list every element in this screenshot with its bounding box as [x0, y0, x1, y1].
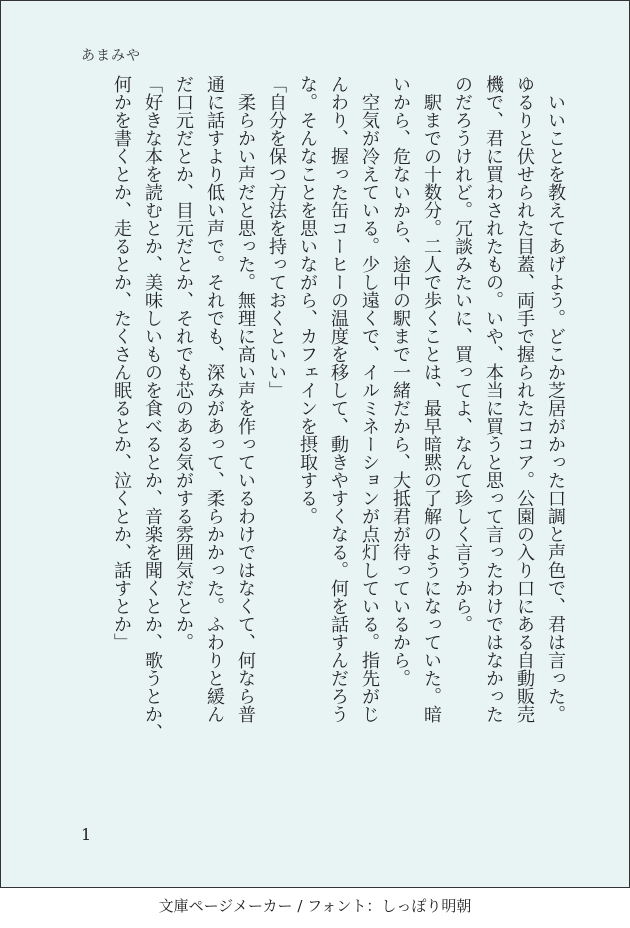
text-line: いから、危ないから、途中の駅まで一緒だから、大抵君が待っているから。	[390, 75, 411, 687]
text-line: 「自分を保つ方法を持っておくといい」	[266, 75, 287, 399]
text-line: ゆるりと伏せられた目蓋、両手で握られたココア。公園の入り口にある自動販売	[514, 75, 535, 723]
vertical-body-text	[106, 75, 571, 845]
text-line: 「好きな本を読むとか、美味しいものを食べるとか、音楽を聞くとか、歌うとか、	[142, 75, 163, 741]
text-line: 空気が冷えている。少し遠くで、イルミネーションが点灯している。指先がじ	[359, 75, 380, 723]
text-line: だ口元だとか、目元だとか、それでも芯のある気がする雰囲気だとか。	[173, 75, 194, 651]
footer-credit: 文庫ページメーカー / フォント：しっぽり明朝	[158, 897, 472, 915]
text-line: 機で、君に買わされたもの。いや、本当に買うと思って言ったわけではなかった	[483, 75, 504, 723]
text-line: 何かを書くとか、走るとか、たくさん眠るとか、泣くとか、話すとか」	[111, 75, 132, 651]
author-name: あまみや	[81, 48, 141, 64]
text-line: な。そんなことを思いながら、カフェインを摂取する。	[297, 75, 318, 525]
text-line: いいことを教えてあげよう。どこか芝居がかった口調と声色で、君は言った。	[545, 75, 566, 723]
text-line: 柔らかい声だと思った。無理に高い声を作っているわけではなくて、何なら普	[235, 75, 256, 723]
text-line: のだろうけれど。冗談みたいに、買ってよ、なんて珍しく言うから。	[452, 75, 473, 633]
text-line: 通に話すより低い声で。それでも、深みがあって、柔らかかった。ふわりと緩ん	[204, 75, 225, 723]
text-line: んわり、握った缶コーヒーの温度を移して、動きやすくなる。何を話すんだろう	[328, 75, 349, 723]
page-number: 1	[81, 825, 92, 844]
text-line: 駅までの十数分。二人で歩くことは、最早暗黙の了解のようになっていた。暗	[421, 75, 442, 723]
